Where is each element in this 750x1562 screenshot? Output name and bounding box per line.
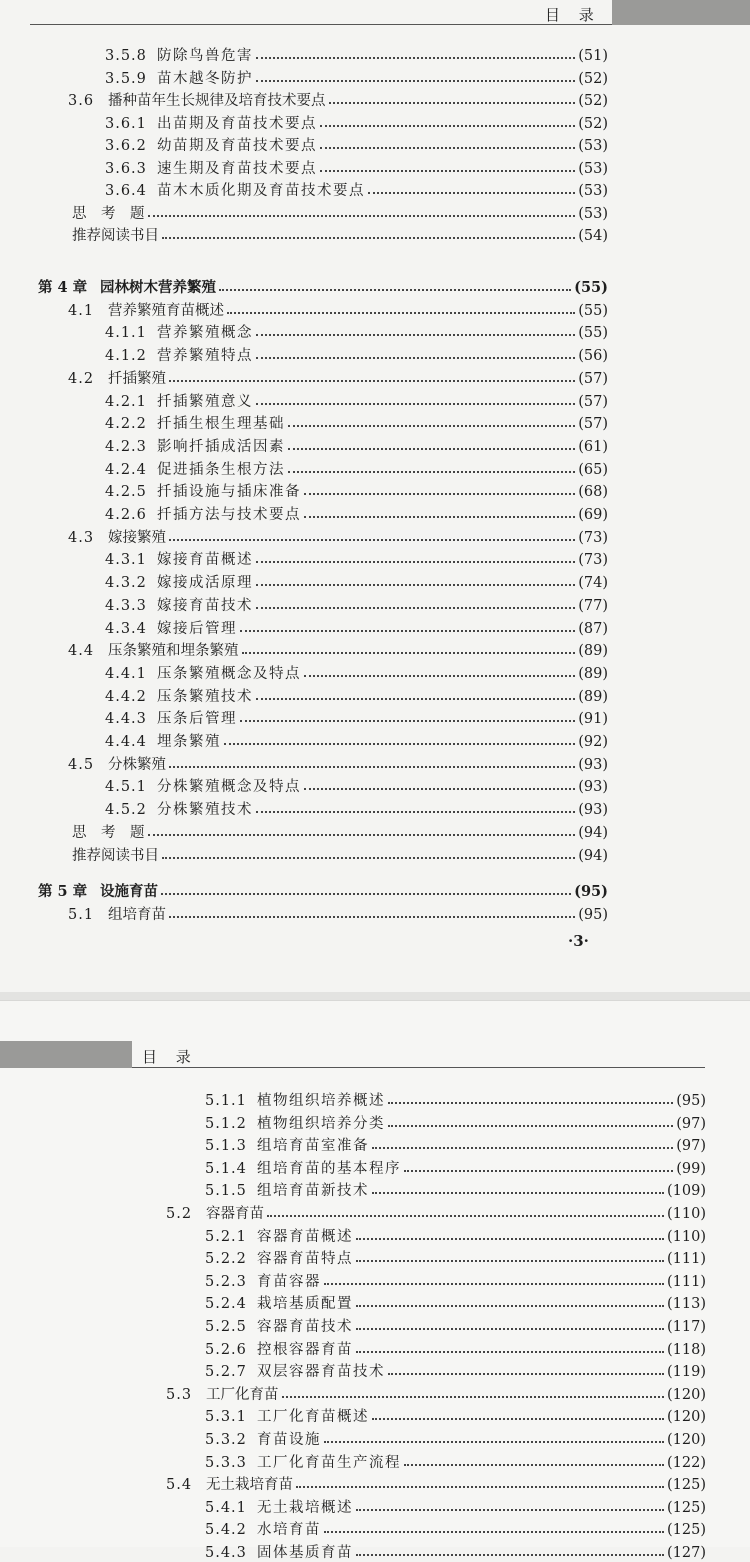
toc-row bbox=[205, 1518, 706, 1538]
toc-number: 5.1.5 bbox=[205, 1183, 247, 1200]
toc-title: 嫁接育苗技术 bbox=[157, 597, 253, 614]
toc-page-ref: (110) bbox=[667, 1206, 706, 1222]
toc-row bbox=[205, 1405, 706, 1425]
toc-page-ref: (120) bbox=[667, 1409, 706, 1426]
toc-row bbox=[68, 367, 608, 387]
toc-number: 5.2.3 bbox=[205, 1273, 247, 1290]
toc-page-ref: (61) bbox=[578, 438, 608, 455]
toc-row bbox=[105, 662, 608, 682]
toc-title: 推荐阅读书目 bbox=[72, 847, 159, 864]
toc-page-ref: (111) bbox=[667, 1273, 706, 1290]
toc-page-ref: (109) bbox=[667, 1183, 706, 1200]
toc-page-ref: (65) bbox=[578, 461, 608, 478]
toc-title: 工厂化育苗生产流程 bbox=[257, 1454, 401, 1471]
leader-dots bbox=[304, 675, 575, 677]
toc-number: 4.3 bbox=[68, 529, 95, 546]
toc-extra-row bbox=[72, 224, 608, 244]
toc-title: 影响扦插成活因素 bbox=[157, 438, 285, 455]
leader-dots bbox=[320, 147, 575, 149]
toc-title: 压条繁殖技术 bbox=[157, 688, 253, 705]
leader-dots bbox=[356, 1328, 664, 1330]
toc-title: 分株繁殖 bbox=[108, 756, 166, 773]
toc-page-ref: (53) bbox=[578, 183, 608, 199]
page-gap bbox=[0, 992, 750, 1000]
toc-number: 5.4.3 bbox=[205, 1545, 247, 1561]
toc-title: 组培育苗新技术 bbox=[257, 1183, 369, 1200]
toc-page-ref: (89) bbox=[578, 643, 608, 660]
toc-number: 5.3.2 bbox=[205, 1432, 247, 1448]
toc-number: 5.1.4 bbox=[205, 1160, 247, 1177]
toc-chapter-row bbox=[38, 880, 608, 900]
toc-number: 4.2.4 bbox=[105, 461, 147, 478]
toc-extra-row bbox=[72, 821, 608, 841]
toc-row bbox=[205, 1134, 706, 1154]
toc-number: 4.2.3 bbox=[105, 438, 147, 455]
toc-row bbox=[68, 89, 608, 109]
toc-row bbox=[105, 775, 608, 795]
toc-number: 3.5.9 bbox=[105, 70, 147, 87]
leader-dots bbox=[256, 334, 575, 336]
leader-dots bbox=[372, 1192, 664, 1194]
toc-number: 4.5.2 bbox=[105, 802, 147, 819]
toc-row bbox=[205, 1315, 706, 1335]
toc-number: 5.4.2 bbox=[205, 1522, 247, 1539]
toc-title: 压条繁殖概念及特点 bbox=[157, 665, 301, 682]
toc-number: 3.6 bbox=[68, 93, 95, 109]
toc-row bbox=[105, 157, 608, 177]
toc-number: 5.3.3 bbox=[205, 1454, 247, 1471]
toc-row bbox=[205, 1360, 706, 1380]
toc-title: 控根容器育苗 bbox=[257, 1341, 353, 1358]
toc-page-ref: (125) bbox=[667, 1499, 706, 1516]
toc-row bbox=[105, 412, 608, 432]
toc-row bbox=[205, 1338, 706, 1358]
toc-page-ref: (73) bbox=[578, 552, 608, 569]
toc-page-ref: (87) bbox=[578, 620, 608, 637]
toc-page-ref: (55) bbox=[574, 279, 608, 296]
leader-dots bbox=[329, 102, 576, 104]
toc-page-ref: (55) bbox=[578, 302, 608, 319]
toc-row bbox=[166, 1383, 706, 1403]
leader-dots bbox=[256, 811, 575, 813]
toc-row bbox=[205, 1428, 706, 1448]
leader-dots bbox=[356, 1305, 664, 1307]
toc-title: 无土栽培概述 bbox=[257, 1499, 353, 1516]
leader-dots bbox=[304, 493, 575, 495]
leader-dots bbox=[288, 425, 575, 427]
toc-page-ref: (120) bbox=[667, 1386, 706, 1403]
leader-dots bbox=[356, 1260, 664, 1262]
toc-title: 压条后管理 bbox=[157, 711, 237, 728]
leader-dots bbox=[256, 357, 575, 359]
leader-dots bbox=[256, 584, 575, 586]
leader-dots bbox=[162, 237, 575, 239]
toc-number: 5.1.1 bbox=[205, 1093, 247, 1109]
toc-title: 扦插设施与插床准备 bbox=[157, 484, 301, 501]
toc-page-ref: (91) bbox=[578, 711, 608, 728]
toc-row bbox=[205, 1292, 706, 1312]
toc-chapter-row bbox=[38, 276, 608, 296]
leader-dots bbox=[304, 788, 575, 790]
toc-row bbox=[205, 1157, 706, 1177]
toc-number: 5.3 bbox=[166, 1386, 193, 1403]
leader-dots bbox=[169, 539, 575, 541]
leader-dots bbox=[219, 289, 571, 291]
toc-row bbox=[105, 685, 608, 705]
toc-page-ref: (53) bbox=[578, 138, 608, 154]
toc-title: 容器育苗 bbox=[206, 1206, 264, 1222]
toc-title: 无土栽培育苗 bbox=[206, 1477, 293, 1494]
toc-number: 5.4.1 bbox=[205, 1499, 247, 1516]
toc-page-ref: (93) bbox=[578, 779, 608, 796]
toc-row bbox=[205, 1225, 706, 1245]
toc-title: 速生期及育苗技术要点 bbox=[157, 160, 317, 177]
toc-page-ref: (95) bbox=[574, 883, 608, 900]
toc-page-ref: (57) bbox=[578, 370, 608, 387]
toc-title: 出苗期及育苗技术要点 bbox=[157, 115, 317, 132]
toc-number: 4.4.1 bbox=[105, 665, 147, 682]
leader-dots bbox=[388, 1373, 664, 1375]
leader-dots bbox=[356, 1238, 664, 1240]
toc-row bbox=[105, 112, 608, 132]
toc-row bbox=[105, 134, 608, 154]
toc-row bbox=[205, 1179, 706, 1199]
toc-number: 4.3.2 bbox=[105, 575, 147, 592]
toc-title: 容器育苗概述 bbox=[257, 1228, 353, 1245]
toc-number: 第 4 章 bbox=[38, 279, 88, 296]
toc-number: 4.4.4 bbox=[105, 734, 147, 750]
toc-page-ref: (122) bbox=[667, 1454, 706, 1471]
toc-page-ref: (51) bbox=[578, 48, 608, 64]
toc-row bbox=[105, 798, 608, 818]
leader-dots bbox=[288, 448, 575, 450]
leader-dots bbox=[388, 1125, 673, 1127]
toc-title: 园林树木营养繁殖 bbox=[100, 279, 216, 296]
toc-number: 5.1 bbox=[68, 907, 95, 923]
toc-page-ref: (119) bbox=[667, 1364, 706, 1381]
toc-number: 3.6.3 bbox=[105, 160, 147, 177]
toc-row bbox=[105, 44, 608, 64]
toc-number: 第 5 章 bbox=[38, 883, 88, 900]
toc-title: 思 考 题 bbox=[72, 824, 145, 841]
leader-dots bbox=[324, 1531, 664, 1533]
toc-title: 扦插繁殖 bbox=[108, 370, 166, 387]
toc-page-ref: (54) bbox=[578, 228, 608, 244]
toc-page-ref: (92) bbox=[578, 734, 608, 750]
toc-title: 育苗容器 bbox=[257, 1273, 321, 1290]
toc-row bbox=[205, 1270, 706, 1290]
toc-title: 分株繁殖技术 bbox=[157, 802, 253, 819]
toc-row bbox=[105, 571, 608, 591]
toc-number: 5.2.7 bbox=[205, 1364, 247, 1381]
toc-number: 4.3.1 bbox=[105, 552, 147, 569]
toc-title: 扦插繁殖意义 bbox=[157, 393, 253, 410]
toc-number: 4.1.2 bbox=[105, 348, 147, 365]
toc-number: 4.1.1 bbox=[105, 325, 147, 342]
toc-extra-row bbox=[72, 202, 608, 222]
toc-number: 5.4 bbox=[166, 1477, 193, 1494]
toc-title: 埋条繁殖 bbox=[157, 734, 221, 750]
toc-page-ref: (89) bbox=[578, 665, 608, 682]
toc-title: 思 考 题 bbox=[72, 205, 145, 222]
leader-dots bbox=[356, 1554, 664, 1556]
toc-row bbox=[205, 1112, 706, 1132]
leader-dots bbox=[320, 125, 575, 127]
toc-row bbox=[68, 526, 608, 546]
leader-dots bbox=[242, 652, 576, 654]
leader-dots bbox=[256, 80, 575, 82]
toc-page-ref: (52) bbox=[578, 115, 608, 132]
toc-title: 嫁接育苗概述 bbox=[157, 552, 253, 569]
toc-row bbox=[68, 299, 608, 319]
toc-row bbox=[105, 458, 608, 478]
toc-row bbox=[105, 503, 608, 523]
toc-number: 4.2 bbox=[68, 370, 95, 387]
toc-page-ref: (53) bbox=[578, 205, 608, 222]
leader-dots bbox=[148, 834, 576, 836]
toc-row bbox=[205, 1247, 706, 1267]
toc-row bbox=[205, 1541, 706, 1561]
toc-page-ref: (120) bbox=[667, 1432, 706, 1448]
leader-dots bbox=[368, 192, 575, 194]
toc-number: 4.5.1 bbox=[105, 779, 147, 796]
toc-page-ref: (69) bbox=[578, 507, 608, 523]
leader-dots bbox=[169, 766, 575, 768]
toc-title: 植物组织培养分类 bbox=[257, 1115, 385, 1132]
leader-dots bbox=[372, 1418, 664, 1420]
leader-dots bbox=[256, 561, 575, 563]
toc-row bbox=[205, 1496, 706, 1516]
toc-page-ref: (53) bbox=[578, 160, 608, 177]
toc-page-ref: (74) bbox=[578, 575, 608, 592]
toc-number: 5.2 bbox=[166, 1206, 193, 1222]
toc-number: 4.2.1 bbox=[105, 393, 147, 410]
toc-number: 3.6.2 bbox=[105, 138, 147, 154]
toc-number: 4.2.6 bbox=[105, 507, 147, 523]
toc-title: 容器育苗技术 bbox=[257, 1319, 353, 1335]
toc-title: 扦插方法与技术要点 bbox=[157, 507, 301, 523]
toc-row bbox=[205, 1451, 706, 1471]
leader-dots bbox=[256, 403, 575, 405]
running-header-title: 目 录 bbox=[545, 6, 601, 24]
toc-page-ref: (52) bbox=[578, 70, 608, 87]
toc-page-ref: (73) bbox=[578, 529, 608, 546]
toc-number: 5.2.6 bbox=[205, 1341, 247, 1358]
toc-page-ref: (93) bbox=[578, 756, 608, 773]
toc-page-ref: (125) bbox=[667, 1522, 706, 1539]
toc-title: 分株繁殖概念及特点 bbox=[157, 779, 301, 796]
toc-row bbox=[105, 344, 608, 364]
toc-row bbox=[68, 903, 608, 923]
toc-title: 苗木木质化期及育苗技术要点 bbox=[157, 183, 365, 199]
leader-dots bbox=[288, 471, 575, 473]
toc-page-ref: (97) bbox=[676, 1138, 706, 1155]
toc-title: 播种苗年生长规律及培育技术要点 bbox=[108, 93, 326, 109]
toc-row bbox=[166, 1202, 706, 1222]
header-tab-block bbox=[0, 1041, 132, 1068]
toc-row bbox=[105, 179, 608, 199]
leader-dots bbox=[296, 1486, 664, 1488]
toc-page-ref: (113) bbox=[667, 1296, 706, 1313]
toc-title: 推荐阅读书目 bbox=[72, 228, 159, 244]
leader-dots bbox=[169, 380, 575, 382]
toc-page-ref: (118) bbox=[667, 1341, 706, 1358]
toc-title: 营养繁殖概念 bbox=[157, 325, 253, 342]
toc-row bbox=[105, 321, 608, 341]
toc-page-ref: (93) bbox=[578, 802, 608, 819]
leader-dots bbox=[256, 607, 575, 609]
toc-number: 4.5 bbox=[68, 756, 95, 773]
toc-page-ref: (95) bbox=[578, 907, 608, 923]
toc-page-ref: (99) bbox=[676, 1160, 706, 1177]
leader-dots bbox=[356, 1351, 664, 1353]
leader-dots bbox=[324, 1441, 664, 1443]
toc-row bbox=[105, 548, 608, 568]
page-number: ·3· bbox=[568, 932, 589, 950]
toc-number: 3.6.1 bbox=[105, 115, 147, 132]
leader-dots bbox=[267, 1215, 664, 1217]
toc-page-ref: (56) bbox=[578, 348, 608, 365]
toc-page-ref: (57) bbox=[578, 416, 608, 433]
leader-dots bbox=[256, 57, 575, 59]
toc-row bbox=[105, 435, 608, 455]
leader-dots bbox=[282, 1396, 665, 1398]
toc-title: 幼苗期及育苗技术要点 bbox=[157, 138, 317, 154]
toc-title: 组培育苗 bbox=[108, 907, 166, 923]
toc-row bbox=[68, 753, 608, 773]
toc-row bbox=[166, 1473, 706, 1493]
toc-title: 营养繁殖特点 bbox=[157, 348, 253, 365]
leader-dots bbox=[240, 720, 575, 722]
toc-title: 组培育苗室准备 bbox=[257, 1138, 369, 1155]
leader-dots bbox=[240, 630, 575, 632]
toc-number: 5.1.2 bbox=[205, 1115, 247, 1132]
toc-title: 水培育苗 bbox=[257, 1522, 321, 1539]
toc-title: 容器育苗特点 bbox=[257, 1251, 353, 1268]
toc-title: 工厂化育苗 bbox=[206, 1386, 279, 1403]
header-tab-block bbox=[612, 0, 750, 25]
toc-title: 组培育苗的基本程序 bbox=[257, 1160, 401, 1177]
toc-title: 固体基质育苗 bbox=[257, 1545, 353, 1561]
leader-dots bbox=[161, 893, 571, 895]
toc-number: 4.4.2 bbox=[105, 688, 147, 705]
leader-dots bbox=[162, 857, 575, 859]
toc-title: 防除鸟兽危害 bbox=[157, 48, 253, 64]
leader-dots bbox=[320, 170, 575, 172]
toc-title: 嫁接繁殖 bbox=[108, 529, 166, 546]
toc-number: 4.3.3 bbox=[105, 597, 147, 614]
toc-page-ref: (110) bbox=[667, 1228, 706, 1245]
toc-number: 3.6.4 bbox=[105, 183, 147, 199]
toc-row bbox=[105, 617, 608, 637]
toc-number: 5.2.4 bbox=[205, 1296, 247, 1313]
toc-title: 嫁接后管理 bbox=[157, 620, 237, 637]
toc-title: 压条繁殖和埋条繁殖 bbox=[108, 643, 239, 660]
toc-page-ref: (97) bbox=[676, 1115, 706, 1132]
leader-dots bbox=[388, 1102, 673, 1104]
leader-dots bbox=[304, 516, 575, 518]
toc-page-ref: (89) bbox=[578, 688, 608, 705]
toc-row bbox=[105, 390, 608, 410]
toc-number: 4.2.5 bbox=[105, 484, 147, 501]
toc-row bbox=[105, 707, 608, 727]
toc-page-ref: (68) bbox=[578, 484, 608, 501]
toc-number: 4.4 bbox=[68, 643, 95, 660]
toc-page-ref: (77) bbox=[578, 597, 608, 614]
toc-title: 扦插生根生理基础 bbox=[157, 416, 285, 433]
leader-dots bbox=[227, 312, 575, 314]
toc-title: 苗木越冬防护 bbox=[157, 70, 253, 87]
leader-dots bbox=[224, 743, 575, 745]
toc-number: 5.2.1 bbox=[205, 1228, 247, 1245]
toc-number: 5.2.2 bbox=[205, 1251, 247, 1268]
toc-page-ref: (52) bbox=[578, 93, 608, 109]
toc-row bbox=[105, 730, 608, 750]
toc-page-ref: (95) bbox=[676, 1093, 706, 1109]
toc-page-ref: (125) bbox=[667, 1477, 706, 1494]
toc-number: 4.1 bbox=[68, 302, 95, 319]
toc-number: 3.5.8 bbox=[105, 48, 147, 64]
leader-dots bbox=[404, 1170, 673, 1172]
toc-page-ref: (55) bbox=[578, 325, 608, 342]
toc-page-4 bbox=[0, 1000, 750, 1561]
leader-dots bbox=[256, 698, 575, 700]
toc-page-ref: (94) bbox=[578, 847, 608, 864]
toc-title: 双层容器育苗技术 bbox=[257, 1364, 385, 1381]
leader-dots bbox=[169, 916, 575, 918]
toc-page-ref: (111) bbox=[667, 1251, 706, 1268]
toc-title: 促进插条生根方法 bbox=[157, 461, 285, 478]
toc-title: 工厂化育苗概述 bbox=[257, 1409, 369, 1426]
toc-title: 育苗设施 bbox=[257, 1432, 321, 1448]
toc-row bbox=[105, 480, 608, 500]
toc-page-ref: (117) bbox=[667, 1319, 706, 1335]
leader-dots bbox=[324, 1283, 664, 1285]
toc-extra-row bbox=[72, 844, 608, 864]
toc-title: 植物组织培养概述 bbox=[257, 1093, 385, 1109]
toc-title: 营养繁殖育苗概述 bbox=[108, 302, 224, 319]
leader-dots bbox=[356, 1509, 664, 1511]
toc-number: 4.3.4 bbox=[105, 620, 147, 637]
toc-page-ref: (57) bbox=[578, 393, 608, 410]
toc-row bbox=[68, 639, 608, 659]
running-header-title: 目 录 bbox=[142, 1048, 198, 1066]
leader-dots bbox=[372, 1147, 673, 1149]
toc-number: 5.1.3 bbox=[205, 1138, 247, 1155]
leader-dots bbox=[404, 1464, 664, 1466]
toc-title: 栽培基质配置 bbox=[257, 1296, 353, 1313]
leader-dots bbox=[148, 215, 576, 217]
toc-number: 4.2.2 bbox=[105, 416, 147, 433]
toc-row bbox=[105, 67, 608, 87]
toc-number: 5.3.1 bbox=[205, 1409, 247, 1426]
toc-title: 嫁接成活原理 bbox=[157, 575, 253, 592]
toc-row bbox=[205, 1089, 706, 1109]
toc-number: 5.2.5 bbox=[205, 1319, 247, 1335]
toc-title: 设施育苗 bbox=[100, 883, 158, 900]
toc-number: 4.4.3 bbox=[105, 711, 147, 728]
toc-page-ref: (127) bbox=[667, 1545, 706, 1561]
toc-row bbox=[105, 594, 608, 614]
toc-page-ref: (94) bbox=[578, 824, 608, 841]
